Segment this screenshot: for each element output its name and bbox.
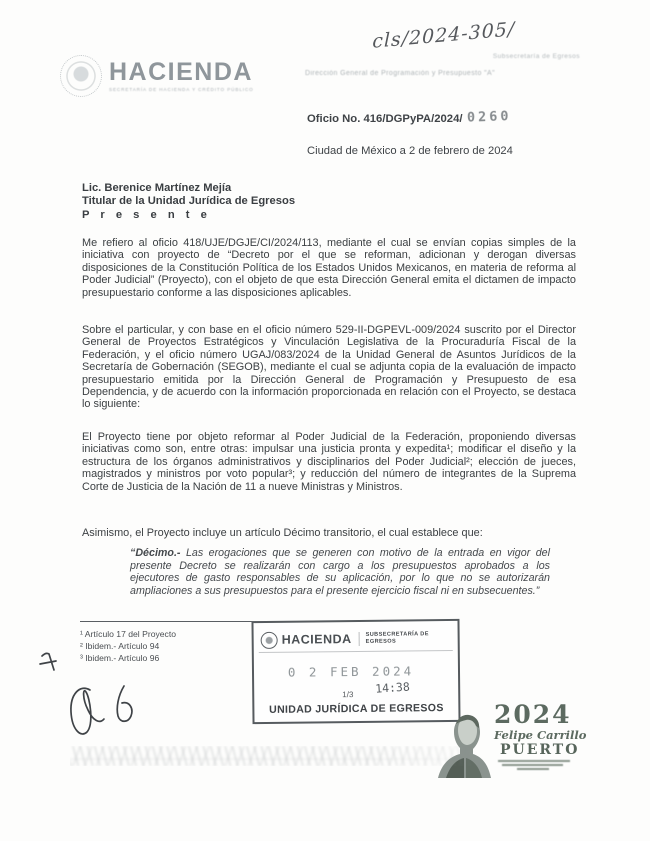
addressee-title: Titular de la Unidad Jurídica de Egresos <box>82 195 296 208</box>
fcp-name-line1: Felipe Carrillo <box>494 728 587 742</box>
letterhead-office-line2: Dirección General de Programación y Presupuesto "A" <box>305 70 495 77</box>
quote-lead: “Décimo.- <box>130 547 181 559</box>
oficio-number-label: Oficio No. 416/DGPyPA/2024/ <box>307 113 463 125</box>
fcp-portrait-icon <box>436 710 492 778</box>
oficio-folio-stamp: 0260 <box>466 108 512 126</box>
handwritten-scribble <box>20 638 150 763</box>
fcp-year: 2024 <box>494 700 572 729</box>
stamp-header <box>259 626 453 653</box>
footer-pattern-strip <box>70 746 472 766</box>
handwritten-annotation: cls/2024-305/ <box>372 18 516 53</box>
addressee-name: Lic. Berenice Martínez Mejía <box>82 182 232 194</box>
hacienda-wordmark-subtitle: SECRETARÍA DE HACIENDA Y CRÉDITO PÚBLICO <box>109 87 254 92</box>
stamp-date: 0 2 FEB 2024 <box>287 663 415 680</box>
stamp-office-label: UNIDAD JURÍDICA DE EGRESOS <box>269 702 444 716</box>
hacienda-seal-icon <box>60 55 102 97</box>
fcp-subtitle-bars <box>498 760 570 772</box>
hacienda-wordmark-block <box>109 60 254 92</box>
quote-rest: Las erogaciones que se generen con motivo de la entrada en vigor del presente Decreto se realizarán con cargo a los presupuestos aprobados a los ejecutores de gasto responsables de su aplicación, por lo que no se autorizarán ampliaciones a sus presupuestos para el presente ejercicio fiscal ni en subsecuentes.” <box>130 547 550 597</box>
footnote-2: ² Ibidem.- Artículo 94 <box>80 641 160 651</box>
reception-stamp <box>251 619 460 724</box>
letterhead-office-line1: Subsecretaría de Egresos <box>492 53 580 60</box>
hacienda-wordmark: HACIENDA <box>109 58 253 86</box>
addressee-block <box>82 182 295 222</box>
fcp-name-line2: PUERTO <box>500 742 580 758</box>
paragraph-1: Me refiero al oficio 418/UJE/DGJE/CI/2024/113, mediante el cual se envían copias simples de la iniciativa con proyecto de “Decreto por el que se reforman, adicionan y derogan diversas disposiciones de la Constitución Política de los Estados Unidos Mexicanos, en materia de reforma al Poder Judicial” (Proyecto), con el objeto de que esta Dirección General emita el dictamen de impacto presupuestario conforme a las disposiciones aplicables. <box>82 237 576 299</box>
stamp-unit-label: SUBSECRETARÍA DE EGRESOS <box>359 631 444 646</box>
oficio-number-line <box>307 109 511 127</box>
dateline: Ciudad de México a 2 de febrero de 2024 <box>307 145 513 157</box>
stamp-seal-icon <box>261 631 278 648</box>
hacienda-logo <box>60 55 254 97</box>
decimo-transitorio-quote <box>130 547 550 597</box>
fcp-2024-logo <box>436 702 606 782</box>
footnote-3: ³ Ibidem.- Artículo 96 <box>80 653 160 663</box>
stamp-time: 14:38 <box>375 679 411 696</box>
footnote-1: ¹ Artículo 17 del Proyecto <box>80 629 177 639</box>
stamp-page-count: 1/3 <box>342 690 354 700</box>
paragraph-4: Asimismo, el Proyecto incluye un artículo Décimo transitorio, el cual establece que: <box>82 527 483 539</box>
addressee-salutation: P r e s e n t e <box>82 208 211 221</box>
stamp-hacienda-wordmark: HACIENDA <box>281 631 352 647</box>
paragraph-3: El Proyecto tiene por objeto reformar al Poder Judicial de la Federación, proponiendo diversas iniciativas como son, entre otras: impulsar una justicia pronta y expedita¹; modificar el diseño y la estructura de los órganos administrativos y disciplinarios del Poder Judicial²; elección de jueces, magistrados y ministros por voto popular³; y reducción del número de integrantes de la Suprema Corte de Justicia de la Nación de 11 a nueve Ministras y Ministros. <box>82 431 576 493</box>
paragraph-2: Sobre el particular, y con base en el oficio número 529-II-DGPEVL-009/2024 suscrito por el Director General de Proyectos Estratégicos y Vinculación Legislativa de la Procuraduría Fiscal de la Federación, y el oficio número UGAJ/083/2024 de la Unidad General de Asuntos Jurídicos de la Secretaría de Gobernación (SEGOB), mediante el cual se adjunta copia de la evaluación de impacto presupuestario emitida por la Dirección General de Programación y Presupuesto de esa Dependencia, y de acuerdo con la información proporcionada en relación con el Proyecto, se destaca lo siguiente: <box>82 324 576 411</box>
